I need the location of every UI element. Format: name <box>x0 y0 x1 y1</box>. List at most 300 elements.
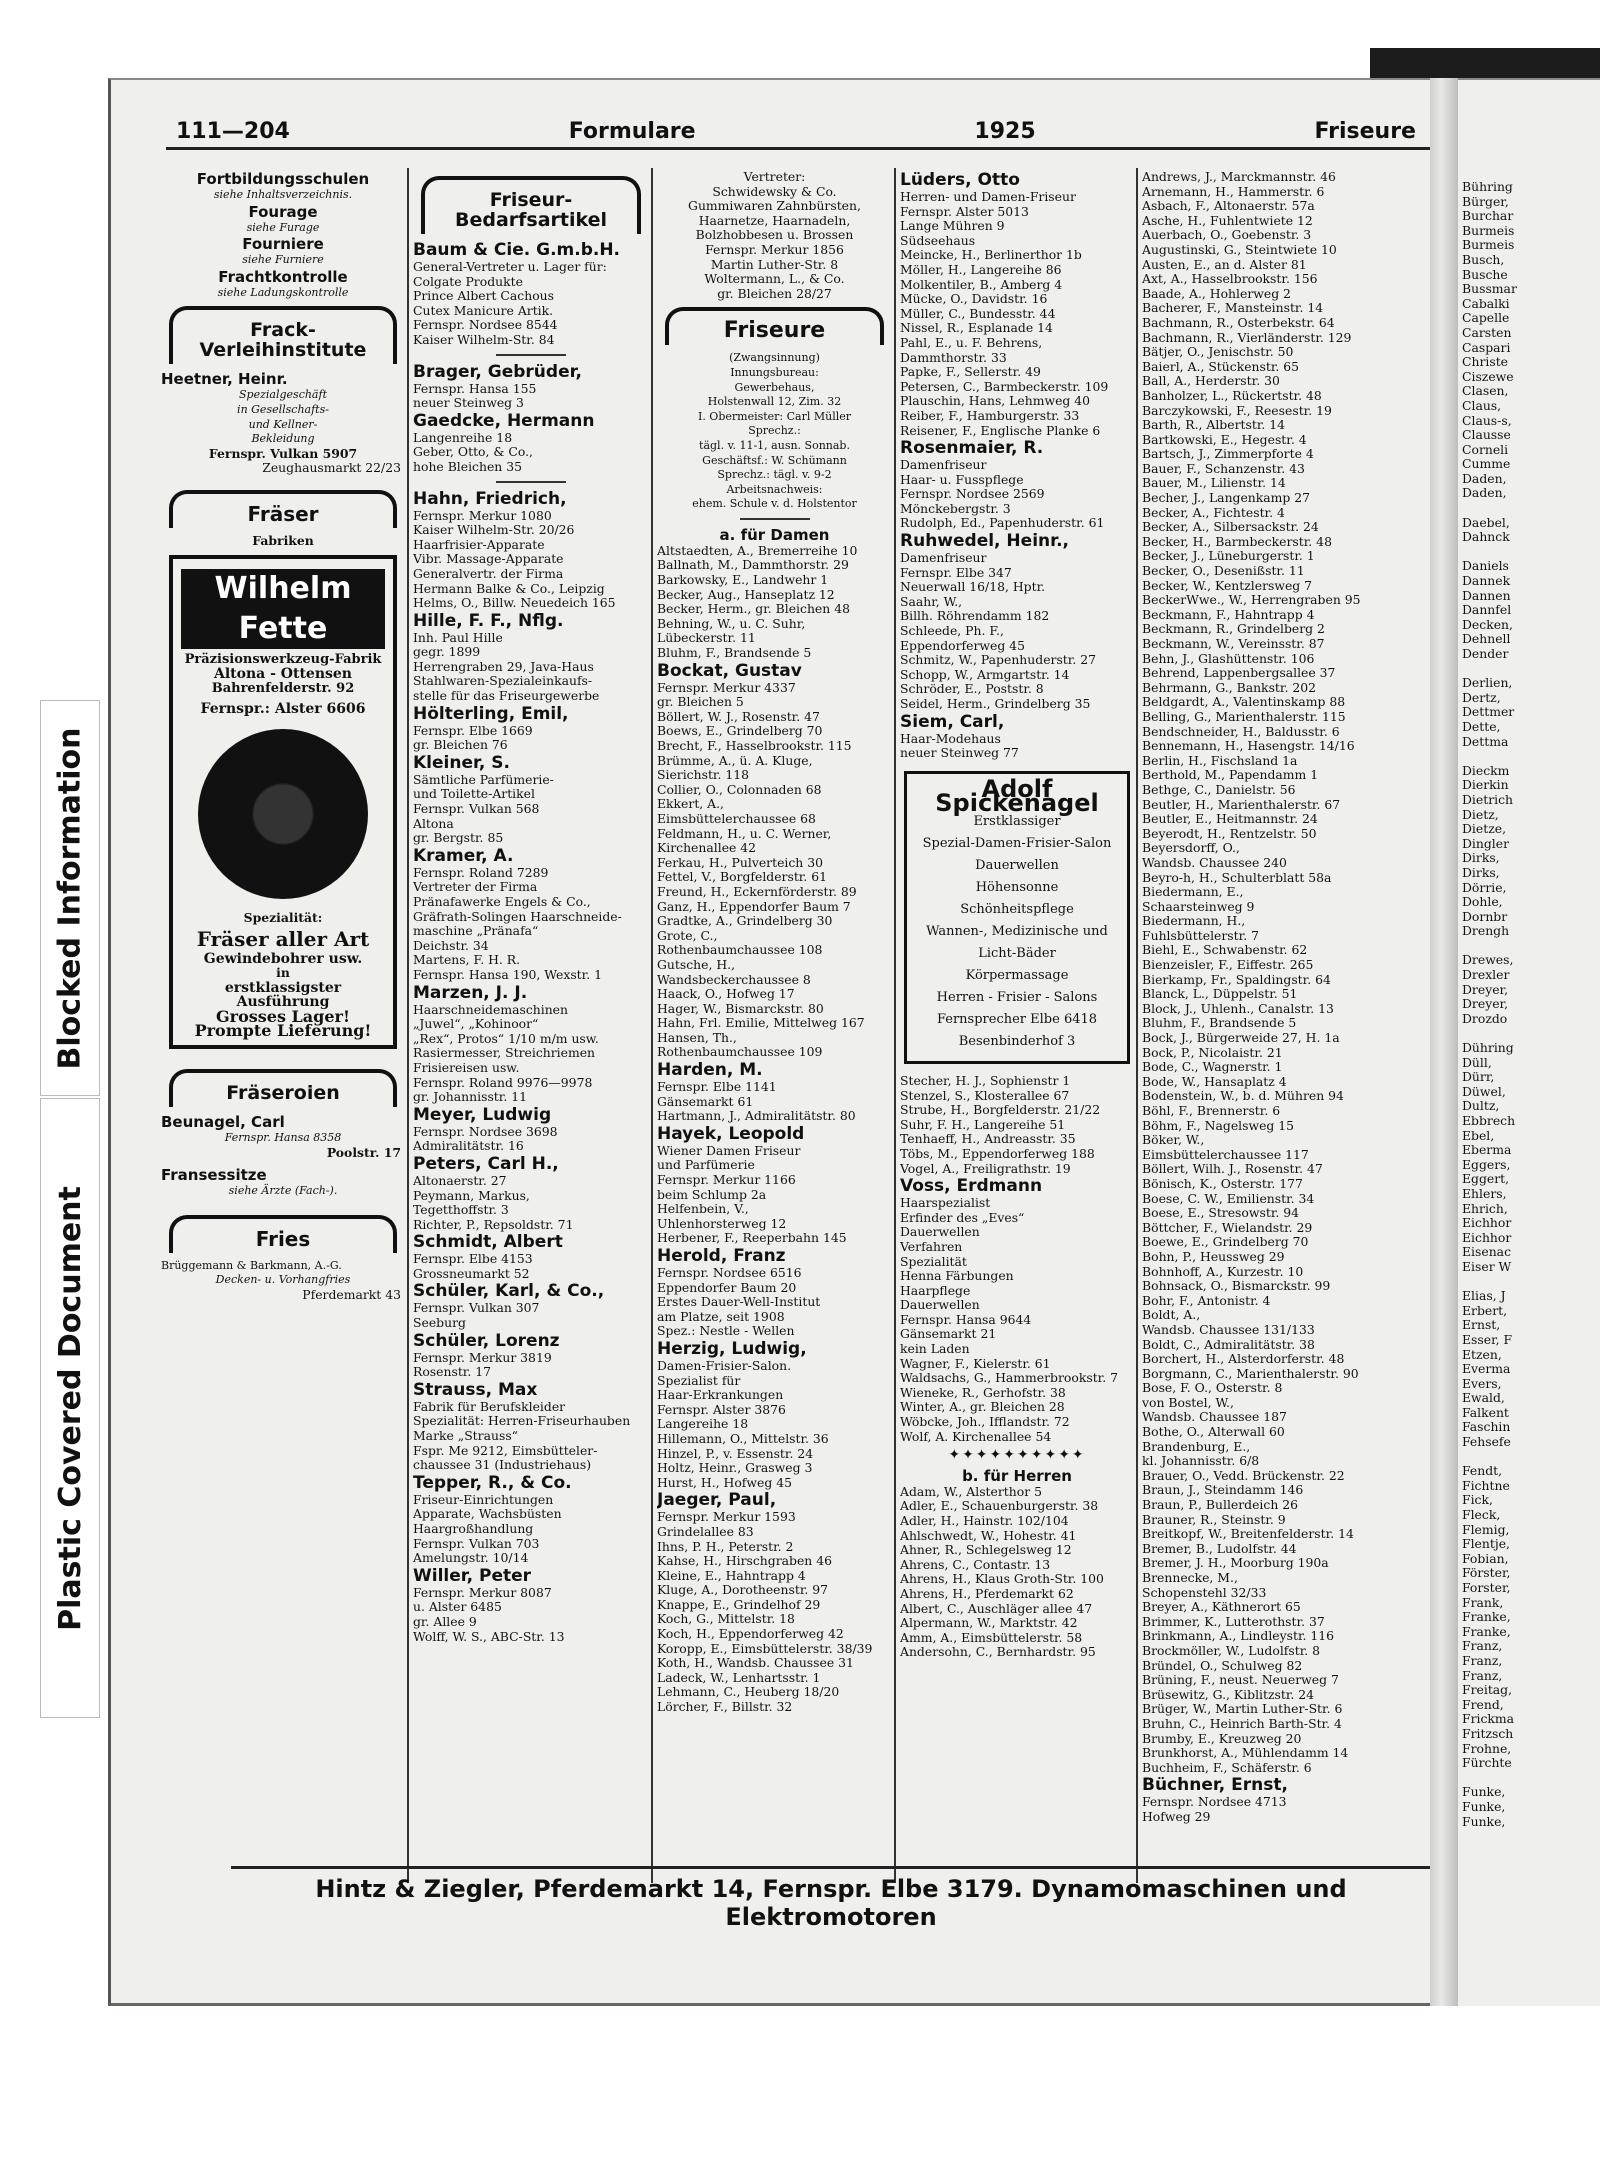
list-line: Daniels <box>1462 558 1509 574</box>
list-line: Evers, <box>1462 1375 1502 1391</box>
list-line: gr. Bleichen 28/27 <box>717 286 832 301</box>
list-line: Caspari <box>1462 339 1511 355</box>
list-line: Bartsch, J., Zimmerpforte 4 <box>1142 447 1314 462</box>
list-line: Sprechz.: tägl. v. 9-2 <box>717 468 832 482</box>
list-line: Bothe, O., Alterwall 60 <box>1142 1425 1285 1440</box>
entry-name: Tepper, R., & Co. <box>413 1472 572 1493</box>
list-line: gr. Bleichen 5 <box>657 695 744 710</box>
list-line: Düwel, <box>1462 1083 1506 1099</box>
list-line: Eppendorferweg 45 <box>900 638 1025 653</box>
list-line: Beutler, H., Marienthalerstr. 67 <box>1142 797 1341 812</box>
entry-lines <box>413 260 649 348</box>
advert-line: Altona - Ottensen <box>214 666 352 683</box>
entry-name: Gaedcke, Hermann <box>413 410 595 431</box>
ornament-divider: ✦✦✦✦✦✦✦✦✦✦ <box>948 1447 1086 1464</box>
list-line: Frickma <box>1462 1711 1515 1727</box>
divider <box>496 481 566 483</box>
list-line: Koropp, E., Eimsbüttelerstr. 38/39 <box>657 1641 873 1656</box>
list-line: Austen, E., an d. Alster 81 <box>1142 257 1307 272</box>
list-line: Brüning, F., neust. Neuerweg 7 <box>1142 1673 1339 1688</box>
list-line: Claus-s, <box>1462 412 1512 428</box>
list-line: Ekkert, A., <box>657 797 724 812</box>
list-line: Schaarsteinweg 9 <box>1142 899 1255 914</box>
list-line: Auerbach, O., Goebenstr. 3 <box>1142 228 1312 243</box>
list-line: Becker, H., Barmbeckerstr. 48 <box>1142 534 1332 549</box>
list-line: Everma <box>1462 1361 1511 1377</box>
list-line: Ahrens, H., Klaus Groth-Str. 100 <box>900 1572 1104 1587</box>
entry-line: Brüggemann & Barkmann, A.-G. <box>161 1258 342 1272</box>
list-line: I. Obermeister: Carl Müller <box>697 409 852 423</box>
list-line: Drexler <box>1462 967 1510 983</box>
list-line: Eggert, <box>1462 1171 1510 1187</box>
list-line: Alpermann, W., Marktstr. 42 <box>900 1616 1078 1631</box>
list-line: Mönckebergstr. 3 <box>900 501 1011 516</box>
list-line: Brennecke, M., <box>1142 1571 1238 1585</box>
list-line: Ladeck, W., Lenhartsstr. 1 <box>657 1670 821 1685</box>
list-line: Haarpflege <box>900 1283 971 1298</box>
heading: Fransessitze <box>161 1166 267 1185</box>
list-line: Böllert, W. J., Rosenstr. 47 <box>657 709 820 724</box>
list-line: Kluge, A., Dorotheenstr. 97 <box>657 1583 829 1598</box>
list-line: am Platze, seit 1908 <box>657 1309 785 1324</box>
list-line: Decken, <box>1462 616 1513 632</box>
list-line: kein Laden <box>900 1342 970 1357</box>
list-line: Dannfel <box>1462 602 1512 618</box>
list-line: Stecher, H. J., Sophienstr 1 <box>900 1073 1071 1088</box>
list-line: Feldmann, H., u. C. Werner, <box>657 826 832 841</box>
list-line: Fernsprecher Elbe 6418 <box>936 1011 1098 1027</box>
list-line: Boldt, A., <box>1142 1308 1201 1323</box>
entry-lines <box>413 1351 649 1380</box>
list-line: Busche <box>1462 266 1508 282</box>
list-line: Ahrens, H., Pferdemarkt 62 <box>900 1586 1074 1601</box>
list-line: Fernspr. Elbe 4153 <box>413 1252 533 1267</box>
list-line: neuer Steinweg 77 <box>900 746 1019 761</box>
entry-lines <box>413 773 649 846</box>
list-line: Friseur-Einrichtungen <box>413 1492 554 1507</box>
list-line: Arnemann, H., Hammerstr. 6 <box>1142 184 1325 199</box>
list-line: Bründel, O., Schulweg 82 <box>1142 1658 1303 1673</box>
list-line: Wandsb. Chaussee 187 <box>1142 1410 1287 1425</box>
list-line: und Toilette-Artikel <box>413 787 535 802</box>
list-line: Dirks, <box>1462 850 1500 866</box>
list-line: Stahlwaren-Spezialeinkaufs- <box>413 674 593 689</box>
list-line: Brüsewitz, G., Kiblitzstr. 24 <box>1142 1687 1315 1702</box>
list-line: Bock, J., Bürgerweide 27, H. 1a <box>1142 1031 1340 1046</box>
list-line: Clasen, <box>1462 383 1509 399</box>
list-line: u. Alster 6485 <box>413 1600 502 1615</box>
list-line: Falkent <box>1462 1404 1509 1420</box>
list-line: Gradtke, A., Grindelberg 30 <box>657 914 833 929</box>
list-line <box>1462 1026 1517 1041</box>
advert-line: Gewindebohrer usw. <box>203 950 363 967</box>
list-line: Richter, P., Repsoldstr. 71 <box>413 1217 574 1232</box>
list-line: Banholzer, L., Rückertstr. 48 <box>1142 388 1322 403</box>
list-line: „Rex“, Protos“ 1/10 m/m usw. <box>413 1031 599 1046</box>
entry-lines <box>1142 170 1392 1775</box>
list-line: Hinzel, P., v. Essenstr. 24 <box>657 1446 814 1461</box>
list-line: Brunkhorst, A., Mühlendamm 14 <box>1142 1746 1349 1761</box>
list-line: Damenfriseur <box>900 458 987 473</box>
list-line: Busch, <box>1462 251 1505 267</box>
list-line: Christe <box>1462 354 1509 370</box>
list-line: Franz, <box>1462 1638 1503 1654</box>
list-line: Fernspr. Merkur 1080 <box>413 508 552 523</box>
list-line: Behning, W., u. C. Suhr, <box>657 616 806 631</box>
list-line: Altona <box>413 816 454 831</box>
list-line: Bodenstein, W., b. d. Mühren 94 <box>1142 1089 1344 1104</box>
list-line: Etzen, <box>1462 1346 1502 1362</box>
advert-adolf-spickenagel <box>904 771 1130 1064</box>
entry-address: Poolstr. 17 <box>326 1144 401 1160</box>
list-line: Bohnhoff, A., Kurzestr. 10 <box>1142 1264 1304 1279</box>
list-line: Haarschneidemaschinen <box>413 1002 568 1017</box>
entry-name: Rosenmaier, R. <box>900 438 1044 459</box>
list-line: Dettmer <box>1462 704 1515 720</box>
list-line: Kleine, E., Hahntrapp 4 <box>657 1568 806 1583</box>
advert-lines <box>913 811 1121 1053</box>
list-line: Fernspr. Vulkan 307 <box>413 1301 540 1316</box>
entry-lines <box>413 1586 649 1644</box>
entry-name: Marzen, J. J. <box>413 982 528 1003</box>
list-line: Eisenac <box>1462 1244 1512 1260</box>
list-line: Gewerbehaus, <box>734 380 815 394</box>
entry-name: Hayek, Leopold <box>657 1123 805 1144</box>
list-line: Gänsemarkt 61 <box>657 1094 754 1109</box>
list-line: (Zwangsinnung) <box>729 351 820 365</box>
list-line: Wöbcke, Joh., Ifflandstr. 72 <box>900 1415 1070 1430</box>
list-line: Martin Luther-Str. 8 <box>710 257 839 272</box>
list-line: Fettel, V., Borgfelderstr. 61 <box>657 870 828 885</box>
banner-friseure: Friseure <box>665 307 884 345</box>
list-line: Hartmann, J., Admiralitätstr. 80 <box>657 1109 856 1124</box>
list-line: Bacherer, F., Mansteinstr. 14 <box>1142 301 1324 316</box>
list-line: Fernspr. Nordsee 3698 <box>413 1124 558 1139</box>
list-line: Bätjer, O., Jenischstr. 50 <box>1142 345 1294 360</box>
list-line: Bartkowski, E., Hegestr. 4 <box>1142 432 1307 447</box>
entry-name: Herzig, Ludwig, <box>657 1338 807 1359</box>
list-line: Hager, W., Bismarckstr. 80 <box>657 1001 824 1016</box>
list-line: Prince Albert Cachous <box>413 289 555 304</box>
list-line: Fspr. Me 9212, Eimsbütteler- <box>413 1443 598 1458</box>
list-line: Lange Mühren 9 <box>900 219 1005 234</box>
list-line: Fernspr. Hansa 155 <box>413 381 537 396</box>
list-line: Eichhor <box>1462 1229 1512 1245</box>
list-line: Dierkin <box>1462 777 1509 793</box>
list-line: Drewes, <box>1462 952 1514 968</box>
list-line: Molkentiler, B., Amberg 4 <box>900 277 1063 292</box>
list-line: Dammthorstr. 33 <box>900 350 1007 365</box>
list-line: Fernspr. Elbe 1669 <box>413 723 533 738</box>
list-line: Fernspr. Alster 5013 <box>900 204 1029 219</box>
list-line: Vertreter: <box>743 170 806 184</box>
list-line: Freitag, <box>1462 1682 1513 1698</box>
list-line: Beckmann, W., Vereinsstr. 87 <box>1142 637 1325 651</box>
list-line: Spezialität <box>900 1254 967 1269</box>
list-line: Bremer, J. H., Moorburg 190a <box>1142 1556 1329 1571</box>
list-line: Ewald, <box>1462 1390 1505 1406</box>
list-line: Bolzhobbesen u. Brossen <box>695 228 854 243</box>
entry-lines <box>900 190 1134 438</box>
list-line: Haarnetze, Haarnadeln, <box>698 213 851 228</box>
list-line: Borchert, H., Alsterdorferstr. 48 <box>1142 1352 1345 1367</box>
list-line: Hofweg 29 <box>1142 1809 1211 1824</box>
list-line: Meincke, H., Berlinerthor 1b <box>900 248 1082 263</box>
advert-title: Adolf Spickenagel <box>935 774 1099 818</box>
advert-line: Ausführung <box>236 994 330 1011</box>
list-line: neuer Steinweg 3 <box>413 396 524 411</box>
heading-fourniere: Fourniere <box>242 235 324 254</box>
list-line: Brockmöller, W., Ludolfstr. 8 <box>1142 1643 1321 1658</box>
list-line: Franke, <box>1462 1609 1511 1625</box>
list-line: Daden, <box>1462 485 1507 501</box>
note: siehe Inhaltsverzeichnis. <box>213 188 353 201</box>
list-line: Saahr, W., <box>900 594 963 609</box>
list-line: Burmeis <box>1462 237 1515 253</box>
list-line: Fernspr. Hansa 190, Wexstr. 1 <box>413 967 602 982</box>
list-line: Böhm, F., Nagelsweg 15 <box>1142 1118 1295 1133</box>
list-line: Flentje, <box>1462 1536 1510 1552</box>
list-line: Haar- u. Fusspflege <box>900 472 1024 487</box>
list-line: Gutsche, H., <box>657 957 736 972</box>
entry-name: Meyer, Ludwig <box>413 1104 552 1125</box>
list-line: Daden, <box>1462 470 1507 486</box>
list-line: stelle für das Friseurgewerbe <box>413 689 600 704</box>
list-line: Fernspr. Vulkan 703 <box>413 1536 540 1551</box>
list-line: Apparate, Wachsbüsten <box>413 1507 562 1522</box>
list-line: Stenzel, S., Klosterallee 67 <box>900 1088 1070 1103</box>
entry-name: Lüders, Otto <box>900 170 1020 190</box>
list-line: Böttcher, F., Wielandstr. 29 <box>1142 1220 1313 1235</box>
list-line: Förster, <box>1462 1565 1511 1581</box>
advert-line: erstklassigster <box>224 979 342 996</box>
list-line: Schröder, E., Poststr. 8 <box>900 682 1044 697</box>
list-line: Funke, <box>1462 1784 1506 1800</box>
entry-lines <box>413 509 649 611</box>
list-line: Bürger, <box>1462 193 1509 209</box>
list-line: Brümme, A., ü. A. Kluge, <box>657 753 813 768</box>
list-line: Fernspr. Nordsee 6516 <box>657 1266 802 1280</box>
entry-name: Schüler, Karl, & Co., <box>413 1281 605 1302</box>
list-line: Dieckm <box>1462 762 1510 778</box>
list-line: Böhl, F., Brennerstr. 6 <box>1142 1104 1281 1118</box>
list-line: Dauerwellen <box>975 857 1059 873</box>
list-line: Franz, <box>1462 1667 1503 1683</box>
entry-lines <box>413 382 649 411</box>
list-line: Cutex Manicure Artik. <box>413 303 554 318</box>
list-line: Fick, <box>1462 1492 1493 1508</box>
list-line: Herbener, F., Reeperbahn 145 <box>657 1231 847 1246</box>
list-line: Boldt, C., Admiralitätstr. 38 <box>1142 1337 1315 1352</box>
list-line: Berlin, H., Fischsland 1a <box>1142 753 1298 768</box>
list-line: Woltermann, L., & Co. <box>704 272 845 287</box>
list-line: tägl. v. 11-1, ausn. Sonnab. <box>699 438 850 452</box>
list-line: Faschin <box>1462 1419 1511 1435</box>
list-line: Billh. Röhrendamm 182 <box>900 609 1050 624</box>
list-line: Collier, O., Colonnaden 68 <box>657 782 822 797</box>
guild-info <box>657 351 892 512</box>
list-line: Seidel, Herm., Grindelberg 35 <box>900 697 1091 711</box>
banner-fries: Fries <box>169 1215 397 1253</box>
list-line: Haar-Erkrankungen <box>657 1388 784 1403</box>
list-line: Baade, A., Hohlerweg 2 <box>1142 286 1291 301</box>
list-line: Sprechz.: <box>748 424 801 438</box>
list-line: Südseehaus <box>900 233 976 248</box>
list-line: Innungsbureau: <box>730 365 819 379</box>
list-line: hohe Bleichen 35 <box>413 459 522 474</box>
list-line: Brimmer, K., Lutterothstr. 37 <box>1142 1614 1325 1629</box>
list-line <box>1462 1771 1517 1786</box>
list-line: Möller, H., Langereihe 86 <box>900 262 1062 277</box>
scan-top-bar <box>1370 48 1600 78</box>
section-friseure: Friseure <box>1314 119 1416 144</box>
list-line: Andrews, J., Marckmannstr. 46 <box>1142 170 1336 184</box>
entry-name: Harden, M. <box>657 1060 763 1081</box>
plastic-covered-tab <box>40 1098 100 1718</box>
list-line: Dettma <box>1462 733 1509 749</box>
list-line: Pahl, E., u. F. Behrens, <box>900 335 1043 350</box>
list-line: Tenhaeff, H., Andreasstr. 35 <box>900 1132 1076 1147</box>
column-divider <box>407 168 409 1883</box>
list-line: Bluhm, F., Brandsende 5 <box>1142 1016 1297 1031</box>
list-line: Altonaerstr. 27 <box>413 1173 507 1188</box>
list-line: Knappe, E., Grindelhof 29 <box>657 1597 821 1612</box>
page-header <box>166 120 1456 150</box>
entry-lines <box>413 1252 649 1281</box>
list-line: Becker, O., Desenißstr. 11 <box>1142 564 1305 579</box>
list-line: Bohnsack, O., Bismarckstr. 99 <box>1142 1279 1331 1294</box>
list-line: Spezialität: Herren-Friseurhauben <box>413 1414 631 1429</box>
list-line: Fürchte <box>1462 1755 1512 1771</box>
list-line: Hahn, Frl. Emilie, Mittelweg 167 <box>657 1016 865 1031</box>
list-line: Funke, <box>1462 1798 1506 1814</box>
divider <box>496 354 566 356</box>
list-line: Fernspr. Hansa 9644 <box>900 1312 1032 1327</box>
list-line: Fernspr. Elbe 347 <box>900 565 1012 580</box>
entry-name: Hölterling, Emil, <box>413 703 569 724</box>
list-line: Brandenburg, E., <box>1142 1439 1251 1454</box>
list-line: Tegetthoffstr. 3 <box>413 1203 509 1218</box>
list-line: Erstes Dauer-Well-Institut <box>657 1295 821 1310</box>
list-line: Dauerwellen <box>900 1298 980 1313</box>
entry-phone: Fernspr. Vulkan 5907 <box>208 445 358 461</box>
list-line: Dreyer, <box>1462 996 1509 1012</box>
blocked-information-tab <box>40 700 100 1096</box>
list-line <box>1462 1450 1517 1465</box>
list-line: Brauner, R., Steinstr. 9 <box>1142 1512 1286 1527</box>
list-line: Barczykowski, F., Reesestr. 19 <box>1142 403 1332 418</box>
banner-fraseroien: Fräseroien <box>169 1069 397 1107</box>
entry-lines <box>657 681 892 1060</box>
list-line: Schopenstehl 32/33 <box>1142 1585 1267 1600</box>
list-line: Bode, W., Hansaplatz 4 <box>1142 1074 1287 1089</box>
next-page-lines <box>1462 180 1517 1829</box>
entry-address: Pferdemarkt 43 <box>302 1287 401 1303</box>
list-line: Berthold, M., Papendamm 1 <box>1142 768 1319 783</box>
list-line: Beyerodt, H., Rentzelstr. 50 <box>1142 826 1317 841</box>
entry-line: und Kellner- <box>248 417 318 431</box>
list-line: Dehnell <box>1462 631 1511 647</box>
list-line: Haarfrisier-Apparate <box>413 537 545 552</box>
entry-name: Heetner, Heinr. <box>161 370 288 389</box>
list-line: gr. Bleichen 76 <box>413 738 508 753</box>
list-line: Behrend, Lappenbergsallee 37 <box>1142 666 1336 681</box>
list-line: Nissel, R., Esplanade 14 <box>900 321 1053 336</box>
entry-lines <box>900 458 1134 531</box>
list-line: Burchar <box>1462 208 1514 224</box>
list-line: Ernst, <box>1462 1317 1501 1333</box>
list-line: Wandsb. Chaussee 240 <box>1142 855 1287 870</box>
list-line: Dietz, <box>1462 806 1499 822</box>
entry-lines <box>413 866 649 983</box>
list-line: Schwidewsky & Co. <box>712 184 837 199</box>
list-line: Holstenwall 12, Zim. 32 <box>707 395 842 409</box>
list-line: Licht-Bäder <box>978 945 1056 961</box>
list-line: Uhlenhorsterweg 12 <box>657 1216 787 1231</box>
list-line: Ferkau, H., Pulverteich 30 <box>657 855 823 870</box>
entry-lines <box>657 170 892 301</box>
list-line: Brauer, O., Vedd. Brückenstr. 22 <box>1142 1468 1345 1483</box>
list-line: Biedermann, E., <box>1142 885 1244 900</box>
note: siehe Furage <box>246 220 320 234</box>
list-line: Brinkmann, A., Lindleystr. 116 <box>1142 1629 1335 1644</box>
list-line: General-Vertreter u. Lager für: <box>413 260 607 274</box>
list-line: Waldsachs, G., Hammerbrookstr. 7 <box>900 1371 1119 1386</box>
list-line: Bönisch, K., Osterstr. 177 <box>1142 1176 1303 1191</box>
entry-name: Hille, F. F., Nflg. <box>413 610 564 631</box>
list-line: Erstklassiger <box>973 813 1061 829</box>
note: siehe Ärzte (Fach-). <box>228 1184 338 1198</box>
list-line: Dühring <box>1462 1040 1514 1056</box>
list-line: Vibr. Massage-Apparate <box>413 552 564 567</box>
list-line: Daebel, <box>1462 514 1510 530</box>
list-line: Cumme <box>1462 456 1511 472</box>
list-line: Dultz, <box>1462 1098 1500 1114</box>
list-line: Asche, H., Fuhlentwiete 12 <box>1142 213 1313 228</box>
book-gutter <box>1430 78 1458 2006</box>
list-line: Wolff, W. S., ABC-Str. 13 <box>413 1629 565 1644</box>
note: siehe Ladungskontrolle <box>217 285 349 299</box>
list-line: von Bostel, W., <box>1142 1395 1234 1410</box>
list-line: Becker, Aug., Hanseplatz 12 <box>657 587 835 602</box>
list-line: Böker, W., <box>1142 1133 1205 1148</box>
entry-name: Strauss, Max <box>413 1379 538 1400</box>
list-line: Bachmann, R., Vierländerstr. 129 <box>1142 330 1352 345</box>
list-line: Adler, E., Schauenburgerstr. 38 <box>900 1499 1099 1514</box>
list-line: Plauschin, Hans, Lehmweg 40 <box>900 394 1091 409</box>
list-line: Eggers, <box>1462 1156 1511 1172</box>
list-line: Buchheim, F., Schäferstr. 6 <box>1142 1760 1312 1775</box>
list-line: Braun, P., Bullerdeich 26 <box>1142 1498 1299 1513</box>
list-line: Fernspr. Elbe 1141 <box>657 1080 777 1095</box>
list-line: Generalvertr. der Firma <box>413 566 564 581</box>
list-line: Augustinski, G., Steintwiete 10 <box>1142 242 1337 257</box>
heading-fortbildungsschulen: Fortbildungsschulen <box>196 170 370 188</box>
list-line: gegr. 1899 <box>413 645 481 660</box>
list-line: Ehlers, <box>1462 1185 1507 1201</box>
list-line: Bruhn, C., Heinrich Barth-Str. 4 <box>1142 1716 1342 1731</box>
entry-name: Hahn, Friedrich, <box>413 488 567 509</box>
divider <box>740 518 810 520</box>
list-line: Barth, R., Albertstr. 14 <box>1142 418 1286 433</box>
list-line: Hillemann, O., Mittelstr. 36 <box>657 1431 829 1446</box>
list-line: Clausse <box>1462 427 1511 443</box>
entry-line: in Gesellschafts- <box>237 402 329 416</box>
list-line: Schmitz, W., Papenhuderstr. 27 <box>900 653 1096 668</box>
list-line: Flemig, <box>1462 1521 1510 1537</box>
list-line: Fritzsch <box>1462 1725 1514 1741</box>
entry-lines <box>413 1003 649 1105</box>
